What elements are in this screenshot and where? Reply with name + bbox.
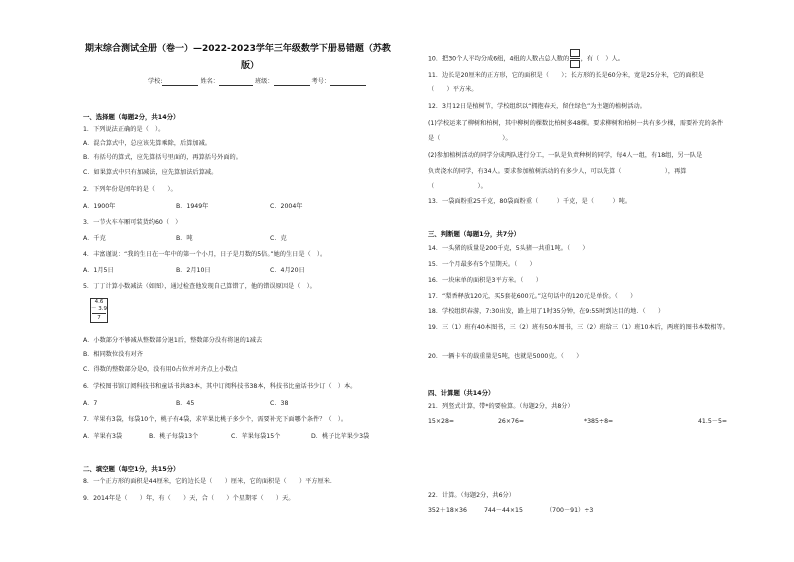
calc-box	[90, 298, 108, 323]
question-18: 18．学校组织春游，7:30出发，路上用了1时35分钟，在9:55时到达目的地．（ ）	[428, 308, 665, 315]
q6-option-b: B．45	[176, 400, 195, 407]
section-fill-heading: 二、填空题（每空1分，共15分）	[83, 465, 180, 473]
school-label: 学校:	[148, 78, 163, 85]
q22-item-3: （700－91）÷3	[546, 507, 594, 514]
question-10	[428, 49, 624, 68]
question-4: 4．丰富谨说：“我的生日在一年中的第一个小月，日子是月数的5倍。”她的生日是（ ）。	[83, 251, 327, 258]
q5-option-a: A．小数部分不够减从整数部分退1后，整数部分没有将退的1减去	[83, 337, 263, 344]
question-15: 15．一个月最多有5个星期天。（ ）	[428, 261, 536, 268]
question-16: 16．一块床单的面积是3平方米。（ ）	[428, 277, 542, 284]
question-8: 8．一个正方形的面积是44厘米，它的边长是（ ）厘米，它的面积是（ ）平方厘米．	[83, 478, 337, 485]
vertical-subtraction-figure	[88, 298, 110, 326]
q4-option-b: B．2月10日	[176, 267, 211, 274]
q5-option-b: B．相同数位没有对齐	[83, 351, 143, 358]
q3-option-a: A．千克	[83, 235, 106, 242]
section-calc-heading: 四、计算题（共14分）	[428, 389, 495, 397]
q10-tail: ，有（ ）人。	[580, 55, 624, 63]
q22-item-1: 352＋18×36	[428, 507, 467, 514]
question-1: 1．下列说法正确的是（ ）。	[83, 126, 165, 133]
q22-item-2: 744－44×15	[484, 507, 523, 514]
q4-option-c: C．4月20日	[270, 267, 305, 274]
question-12-line6: （ ）。	[428, 183, 487, 190]
section-choice-heading: 一、选择题（每题2分，共14分）	[83, 113, 180, 121]
question-13: 13．一袋面粉重25千克，80袋面粉重（ ）千克，是（ ）吨。	[428, 198, 632, 205]
calc-result: 7	[97, 315, 101, 321]
name-field[interactable]	[219, 78, 253, 86]
calc-top: 4.6	[94, 299, 104, 305]
question-12-line5: 负责浇水的同学，有34人。要求参加植树活动的有多少人，可以先算（ ），再算	[428, 168, 687, 175]
q4-option-a: A．1月5日	[83, 267, 114, 274]
question-14: 14．一头猪的质量是200千克，5头猪一共重1吨。（ ）	[428, 245, 589, 252]
calc-rule	[92, 313, 106, 314]
name-label: 姓名：	[200, 78, 219, 85]
q2-option-b: B．1949年	[176, 203, 209, 210]
question-5: 5．丁丁计算小数减法（如图），通过检查他发现自己算错了，他的错误原因是（ ）。	[83, 283, 316, 290]
question-9: 9．2014年是（ ）年，有（ ）天，合（ ）个星期零（ ）天。	[83, 495, 295, 502]
q3-option-b: B．吨	[176, 235, 193, 242]
question-3: 3．一节火车车厢可装货约60（ ）	[83, 219, 182, 226]
question-7: 7．苹果有3袋，每袋10个，桃子有4袋，求苹果比桃子多少个，需要补充下面哪个条件？（ ）。	[83, 416, 348, 423]
exam-no-field[interactable]	[330, 78, 366, 86]
q7-option-c: C．苹果每袋15个	[231, 433, 281, 440]
q10-text: 10．把30个人平均分成6组，4组的人数占总人数的	[428, 55, 570, 63]
exam-title-line2: 版）	[241, 61, 260, 71]
student-info-row	[148, 78, 366, 86]
question-12-line3: 是（ ）。	[428, 135, 512, 142]
q3-option-c: C．克	[270, 235, 287, 242]
question-21: 21．列竖式计算，带*的要验算。（每题2分，共8分）	[428, 403, 574, 410]
class-label: 班级：	[254, 78, 274, 85]
q2-option-a: A．1900年	[83, 203, 116, 210]
q6-option-a: A．7	[83, 400, 98, 407]
fraction-blank[interactable]	[570, 49, 580, 68]
q6-option-c: C．38	[270, 400, 289, 407]
question-20: 20．一辆卡车的载重量是5吨，也就是5000克。（ ）	[428, 353, 583, 360]
question-22: 22．计算。（每题2分，共6分）	[428, 492, 515, 499]
exam-title-line1: 期末综合测试全册（卷一）—2022-2023学年三年级数学下册易错题（苏教	[85, 44, 391, 54]
q7-option-a: A．苹果有3袋	[83, 433, 123, 440]
question-12-line2: (1)学校运来了柳树和柏树，其中柳树的棵数比柏树多48棵。要求柳树和柏树一共有多少棵，需要补充的条件	[428, 120, 724, 127]
q1-option-a: A．混合算式中，总应该先算乘除，后算加减。	[83, 140, 211, 147]
school-field[interactable]	[162, 78, 198, 86]
question-12-line1: 12．3月12日是植树节，学校组织以“拥抱春天，留住绿色”为主题的植树活动。	[428, 103, 646, 110]
q21-item-1: 15×28=	[428, 418, 455, 425]
question-17: 17．“梨香释放120元，买5套花600元。”这句话中的120元是单价。（ ）	[428, 293, 637, 300]
q21-item-3: *385÷8=	[584, 418, 614, 425]
q21-item-2: 26×76=	[498, 418, 525, 425]
question-11-line1: 11．边长是20厘米的正方形，它的面积是（ ）；长方形的长是60分米，宽是25分米，它的面积是	[428, 72, 704, 79]
question-11-line2: （ ）平方米。	[428, 86, 478, 93]
class-field[interactable]	[274, 78, 310, 86]
question-2: 2．下列年份是闰年的是（ ）。	[83, 186, 177, 193]
section-judge-heading: 三、判断题（每题1分，共7分）	[428, 230, 520, 238]
q21-item-4: 41.5－5=	[698, 418, 728, 425]
q7-option-d: D．桃子比苹果少3袋	[311, 433, 370, 440]
question-19: 19．三（1）班有40本图书，三（2）班有50本图书，三（2）班给三（1）班10本后，两班的图书本数相等。	[428, 324, 729, 331]
q7-option-b: B．桃子每袋13个	[149, 433, 199, 440]
q1-option-c: C．如果算式中只有加减法，应先算加法后算减。	[83, 169, 218, 176]
q2-option-c: C．2004年	[270, 203, 303, 210]
question-6: 6．学校图书馆订阅科技书和童话书共83本，其中订阅科技书38本，科技书比童话书少订（ ）本。	[83, 383, 357, 390]
q1-option-b: B．有括号的算式，应先算括号里面的，再算括号外面的。	[83, 154, 242, 161]
calc-mid: － 3.9	[91, 305, 107, 312]
question-12-line4: (2)参加植树活动的同学分成两队进行分工，一队是负责种树的同学，每4人一组，有18组，另一队是	[428, 152, 703, 159]
q5-option-c: C．得数的整数部分是0，没有用0占位并对齐点上小数点	[83, 366, 238, 373]
exam-no-label: 考号：	[311, 78, 331, 85]
